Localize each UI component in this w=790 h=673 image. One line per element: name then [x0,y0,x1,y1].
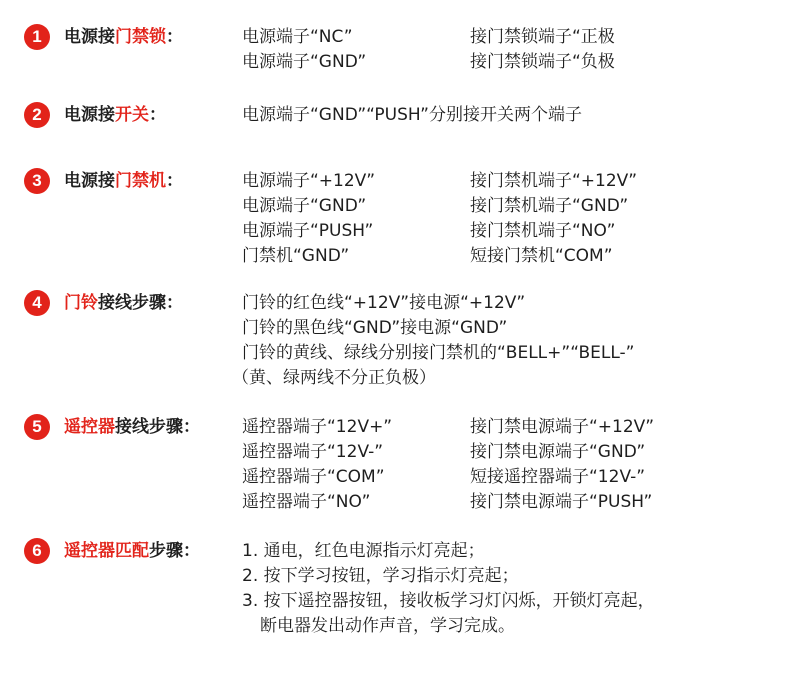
wiring-line: 接门禁电源端子“GND” [470,442,646,462]
section-title: 电源接开关： [64,105,166,125]
note-line: （黄、绿两线不分正负极） [232,368,436,388]
wiring-line: 接门禁机端子“GND” [470,196,629,216]
wiring-line: 遥控器端子“12V+” [242,417,393,437]
step-number-badge: 3 [24,168,50,194]
wiring-line: 接门禁电源端子“+12V” [470,417,655,437]
step-number-badge: 4 [24,290,50,316]
wiring-line: 遥控器端子“COM” [242,467,385,487]
section-title: 电源接门禁机： [64,171,183,191]
step-line: 2. 按下学习按钮，学习指示灯亮起； [242,566,519,586]
section-title: 门铃接线步骤： [64,293,183,313]
wiring-line: 电源端子“GND” [242,52,367,72]
wiring-line: 接门禁机端子“NO” [470,221,616,241]
wiring-line: 接门禁电源端子“PUSH” [470,492,653,512]
step-line: 断电器发出动作声音，学习完成。 [260,616,515,636]
section-title: 遥控器匹配步骤： [64,541,200,561]
wiring-line: 门铃的黑色线“GND”接电源“GND” [242,318,508,338]
wiring-line: 接门禁机端子“+12V” [470,171,638,191]
section-title: 遥控器接线步骤： [64,417,200,437]
step-number-badge: 2 [24,102,50,128]
wiring-line: 短接遥控器端子“12V-” [470,467,646,487]
wiring-line: 门铃的红色线“+12V”接电源“+12V” [242,293,526,313]
wiring-line: 遥控器端子“NO” [242,492,371,512]
wiring-line: 接门禁锁端子“正极 [470,27,615,47]
step-line: 3. 按下遥控器按钮，接收板学习灯闪烁，开锁灯亮起， [242,591,655,611]
step-line: 1. 通电，红色电源指示灯亮起； [242,541,485,561]
wiring-line: 接门禁锁端子“负极 [470,52,615,72]
section-title: 电源接门禁锁： [64,27,183,47]
wiring-line: 遥控器端子“12V-” [242,442,384,462]
wiring-line: 电源端子“NC” [242,27,353,47]
step-number-badge: 6 [24,538,50,564]
wiring-line: 门铃的黄线、绿线分别接门禁机的“BELL+”“BELL-” [242,343,635,363]
wiring-line: 电源端子“GND”“PUSH”分别接开关两个端子 [242,105,582,125]
wiring-line: 电源端子“PUSH” [242,221,374,241]
wiring-line: 电源端子“+12V” [242,171,376,191]
wiring-line: 短接门禁机“COM” [470,246,613,266]
step-number-badge: 1 [24,24,50,50]
wiring-line: 电源端子“GND” [242,196,367,216]
step-number-badge: 5 [24,414,50,440]
wiring-line: 门禁机“GND” [242,246,350,266]
